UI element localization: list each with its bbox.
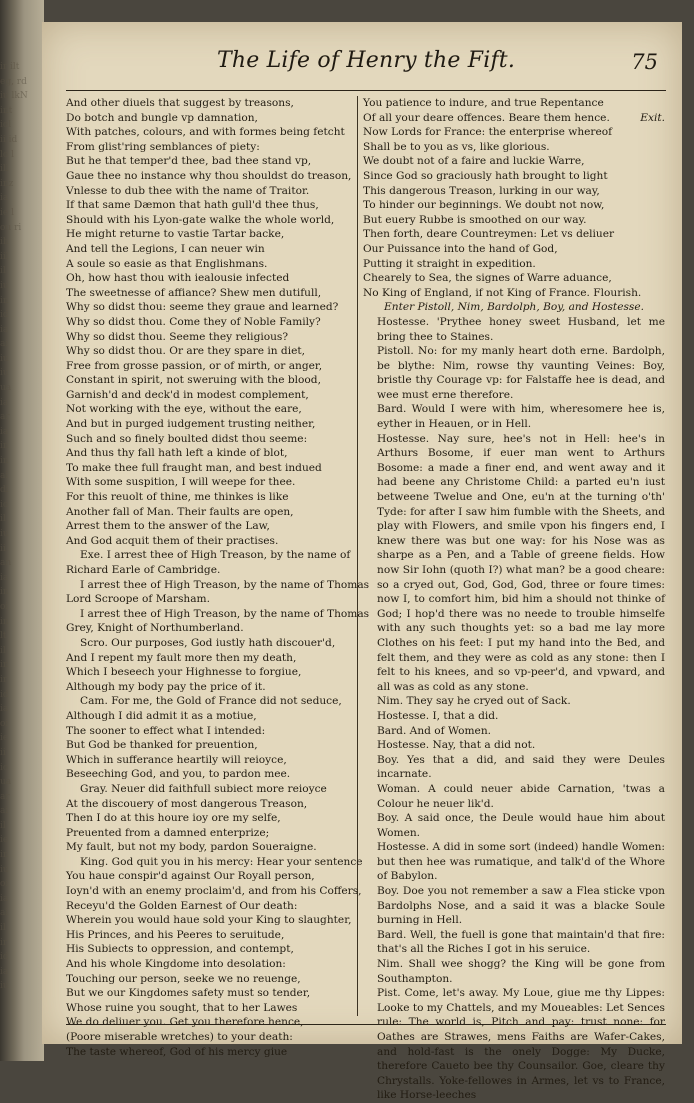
right-column bbox=[363, 96, 665, 1102]
text-line: Receyu'd the Golden Earnest of Our death: bbox=[66, 899, 298, 912]
text-line: Shall be to you as vs, like glorious. bbox=[363, 140, 550, 153]
text-line: Boy. Yes that a did, and said they were Deules incarnate. bbox=[377, 753, 665, 781]
text-line: Why so didst thou. Or are they spare in diet, bbox=[66, 345, 305, 358]
text-line: Bard. And of Women. bbox=[377, 724, 492, 737]
text-line: Grey, Knight of Northumberland. bbox=[66, 622, 244, 635]
text-line: From glist'ring semblances of piety: bbox=[66, 140, 260, 153]
text-line: Should with his Lyon-gate walke the whole world, bbox=[66, 213, 335, 226]
bottom-rule bbox=[66, 1024, 666, 1025]
text-line: Another fall of Man. Their faults are open, bbox=[66, 505, 294, 518]
text-line: The sooner to effect what I intended: bbox=[66, 724, 266, 737]
text-line: Since God so graciously hath brought to light bbox=[363, 169, 608, 182]
text-line: If that same Dæmon that hath gull'd thee thus, bbox=[66, 199, 319, 212]
text-line: Touching our person, seeke we no reuenge, bbox=[66, 972, 301, 985]
text-line: Hostesse. Nay sure, hee's not in Hell: hee's in Arthurs Bosome, if euer man went to Arthurs Bosome: a made a finer end, and went away and it had beene any Christome Child: a parted eu'n iust betweene Twelue and One, eu'n at the turning o'th' Tyde: for after I saw him fumble with the Sheets, and play with Flowers, and smile vpon his fingers end, I knew there was but one way: for his Nose was as sharpe as a Pen, and a Table of greene fields. How now Sir Iohn (quoth I?) what man? be a good cheare: so a cryed out, God, God, God, three or foure times: now I, to comfort him, bid him a should not thinke of God; I hop'd there was no neede to trouble himselfe with any such thoughts yet: so a bad me lay more Clothes on his feet: I put my hand into the Bed, and felt them, and they were as cold as any stone: then I felt to his knees, and so vp-peer'd, and vpward, and all was as cold as any stone. bbox=[377, 432, 665, 693]
text-line: And I repent my fault more then my death, bbox=[66, 651, 297, 664]
text-line: Nim. Shall wee shogg? the King will be gone from Southampton. bbox=[377, 958, 665, 985]
text-line: And thus thy fall hath left a kinde of blot, bbox=[66, 447, 288, 460]
text-line: Chearely to Sea, the signes of Warre aduance, bbox=[363, 272, 612, 285]
text-line: This dangerous Treason, lurking in our way, bbox=[363, 184, 600, 197]
text-line: He might returne to vastie Tartar backe, bbox=[66, 228, 285, 241]
text-line: To make thee full fraught man, and best indued bbox=[66, 461, 322, 474]
text-line: Although my body pay the price of it. bbox=[66, 680, 266, 693]
text-line: Bard. Well, the fuell is gone that maintain'd that fire: that's all the Riches I got in his seruice. bbox=[377, 928, 665, 956]
text-line: With some suspition, I will weepe for thee. bbox=[66, 476, 296, 489]
text-line: Why so didst thou. Seeme they religious? bbox=[66, 330, 289, 343]
folio-page bbox=[42, 22, 682, 1102]
text-line: But he that temper'd thee, bad thee stand vp, bbox=[66, 155, 312, 168]
text-line: Vnlesse to dub thee with the name of Traitor. bbox=[66, 184, 310, 197]
text-line: Ioyn'd with an enemy proclaim'd, and from his Coffers, bbox=[66, 885, 362, 898]
text-line: Cam. For me, the Gold of France did not seduce, bbox=[80, 695, 342, 708]
text-line: Now Lords for France: the enterprise whereof bbox=[363, 126, 613, 139]
text-line: But we our Kingdomes safety must so tender, bbox=[66, 987, 311, 1000]
text-line: Not working with the eye, without the eare, bbox=[66, 403, 302, 416]
text-line: Arrest them to the answer of the Law, bbox=[66, 520, 270, 533]
text-line: The taste whereof, God of his mercy giue bbox=[66, 1045, 288, 1058]
text-line: Lord Scroope of Marsham. bbox=[66, 593, 210, 606]
text-line: Of all your deare offences. Beare them hence. Exit. bbox=[363, 111, 665, 124]
text-line: Whose ruine you sought, that to her Lawes bbox=[66, 1001, 298, 1014]
text-line: Enter Pistoll, Nim, Bardolph, Boy, and Hostesse. bbox=[384, 301, 644, 314]
text-line: Boy. Doe you not remember a saw a Flea sticke vpon Bardolphs Nose, and a said it was a blacke Soule burning in Hell. bbox=[377, 885, 665, 927]
text-line: Why so didst thou. Come they of Noble Family? bbox=[66, 315, 321, 328]
text-line: No King of England, if not King of France. Flourish. bbox=[363, 286, 642, 299]
text-line: Then forth, deare Countreymen: Let vs deliuer bbox=[363, 228, 615, 241]
text-line: Then I do at this houre ioy ore my selfe, bbox=[66, 812, 281, 825]
text-line: Boy. A said once, the Deule would haue him about Women. bbox=[377, 812, 665, 839]
text-line: Bard. Would I were with him, wheresomere hee is, eyther in Heauen, or in Hell. bbox=[377, 403, 665, 431]
text-line: You patience to indure, and true Repentance bbox=[363, 97, 604, 109]
text-line: Gray. Neuer did faithfull subiect more reioyce bbox=[80, 782, 327, 795]
text-line: Hostesse. A did in some sort (indeed) handle Women: but then hee was rumatique, and talk'd of the Whore of Babylon. bbox=[377, 841, 665, 883]
page-number: 75 bbox=[631, 50, 658, 74]
text-line: Richard Earle of Cambridge. bbox=[66, 564, 221, 576]
text-line: His Subiects to oppression, and contempt, bbox=[66, 943, 294, 956]
text-line: Which I beseech your Highnesse to forgiue, bbox=[66, 666, 302, 679]
text-line: We do deliuer you. Get you therefore hence, bbox=[66, 1016, 304, 1029]
text-line: I arrest thee of High Treason, by the name of Thomas bbox=[80, 607, 370, 620]
text-line: To hinder our beginnings. We doubt not now, bbox=[363, 199, 605, 212]
text-line: Preuented from a damned enterprize; bbox=[66, 826, 270, 839]
text-line: A soule so easie as that Englishmans. bbox=[66, 257, 268, 270]
text-line: Hostesse. Nay, that a did not. bbox=[377, 739, 536, 752]
left-column bbox=[66, 96, 370, 1058]
text-line: Oh, how hast thou with iealousie infected bbox=[66, 272, 290, 285]
text-line: And God acquit them of their practises. bbox=[66, 534, 279, 547]
text-line: Free from grosse passion, or of mirth, or anger, bbox=[66, 359, 323, 372]
text-line: Do botch and bungle vp damnation, bbox=[66, 111, 258, 124]
text-line: But euery Rubbe is smoothed on our way. bbox=[363, 213, 587, 226]
text-line: At the discouery of most dangerous Treason, bbox=[66, 797, 308, 810]
text-line: Pist. Come, let's away. My Loue, giue me thy Lippes: Looke to my Chattels, and my Moueables: Let Sences rule: The world is, Pitch and pay: trust none: for Oathes are Strawes, mens Faiths are Wafer-Cakes, and hold-fast is the onely Dogge: My Ducke, therefore Caueto bee thy Counsailor. Goe, cleare thy Chrystalls. Yoke-fellowes in Armes, let vs to France, like Horse-leeches bbox=[377, 987, 665, 1102]
text-line: Such and so finely boulted didst thou seeme: bbox=[66, 432, 308, 445]
exit-stage-direction: Exit. bbox=[640, 111, 665, 124]
text-line: Pistoll. No: for my manly heart doth erne. Bardolph, be blythe: Nim, rowse thy vaunting Veines: Boy, bristle thy Courage vp: for Falstaffe hee is dead, and wee must erne therefore. bbox=[377, 345, 665, 401]
text-line: His Princes, and his Peeres to seruitude, bbox=[66, 928, 285, 941]
running-title: The Life of Henry the Fift. bbox=[216, 48, 516, 73]
text-line: Wherein you would haue sold your King to slaughter, bbox=[66, 914, 352, 927]
text-line: Garnish'd and deck'd in modest complement, bbox=[66, 388, 309, 401]
text-line: Putting it straight in expedition. bbox=[363, 257, 536, 270]
text-line: Although I did admit it as a motiue, bbox=[66, 709, 257, 722]
text-line: Beseeching God, and you, to pardon mee. bbox=[66, 768, 291, 781]
text-line: Gaue thee no instance why thou shouldst do treason, bbox=[66, 169, 352, 182]
text-line: And but in purged iudgement trusting neither, bbox=[66, 418, 316, 431]
text-line: And his whole Kingdome into desolation: bbox=[66, 958, 286, 971]
text-line: And tell the Legions, I can neuer win bbox=[66, 242, 265, 255]
running-header bbox=[66, 46, 666, 91]
text-line: Exe. I arrest thee of High Treason, by the name of bbox=[80, 549, 351, 562]
text-line: Hostesse. 'Prythee honey sweet Husband, let me bring thee to Staines. bbox=[377, 315, 665, 343]
text-line: King. God quit you in his mercy: Hear your sentence bbox=[80, 855, 363, 868]
text-line: For this reuolt of thine, me thinkes is like bbox=[66, 491, 289, 504]
text-line: But God be thanked for preuention, bbox=[66, 739, 258, 752]
text-line: Scro. Our purposes, God iustly hath discouer'd, bbox=[80, 636, 336, 649]
text-line: My fault, but not my body, pardon Soueraigne. bbox=[66, 841, 317, 854]
text-line: You haue conspir'd against Our Royall person, bbox=[66, 870, 315, 883]
text-line: With patches, colours, and with formes being fetcht bbox=[66, 126, 345, 139]
text-line: Constant in spirit, not sweruing with the blood, bbox=[66, 374, 321, 387]
text-line: The sweetnesse of affiance? Shew men dutifull, bbox=[66, 286, 322, 299]
text-line: Nim. They say he cryed out of Sack. bbox=[377, 695, 571, 708]
text-line: Woman. A could neuer abide Carnation, 'twas a Colour he neuer lik'd. bbox=[377, 782, 665, 810]
text-line: We doubt not of a faire and luckie Warre, bbox=[363, 155, 585, 168]
facing-page-edge: ir ilt eg, rd iu lkN int iol ii id lo l ill inz ia ie l ou ri ih iil il iu in id ia ai iu iu ua ia ar ia in in ai di io il iu ii an ia in oi in lt il in ir id ia oi ie ii io ua ar ai il ie in iu oi ia ai il ir id ia iu bbox=[0, 62, 28, 992]
text-line: Hostesse. I, that a did. bbox=[377, 709, 499, 722]
text-line: Our Puissance into the hand of God, bbox=[363, 242, 558, 255]
text-line: (Poore miserable wretches) to your death: bbox=[66, 1031, 293, 1043]
text-line: Which in sufferance heartily will reioyce, bbox=[66, 753, 287, 766]
text-line: And other diuels that suggest by treasons, bbox=[66, 97, 294, 109]
text-line: I arrest thee of High Treason, by the name of Thomas bbox=[80, 578, 370, 591]
text-line: Why so didst thou: seeme they graue and learned? bbox=[66, 301, 339, 314]
